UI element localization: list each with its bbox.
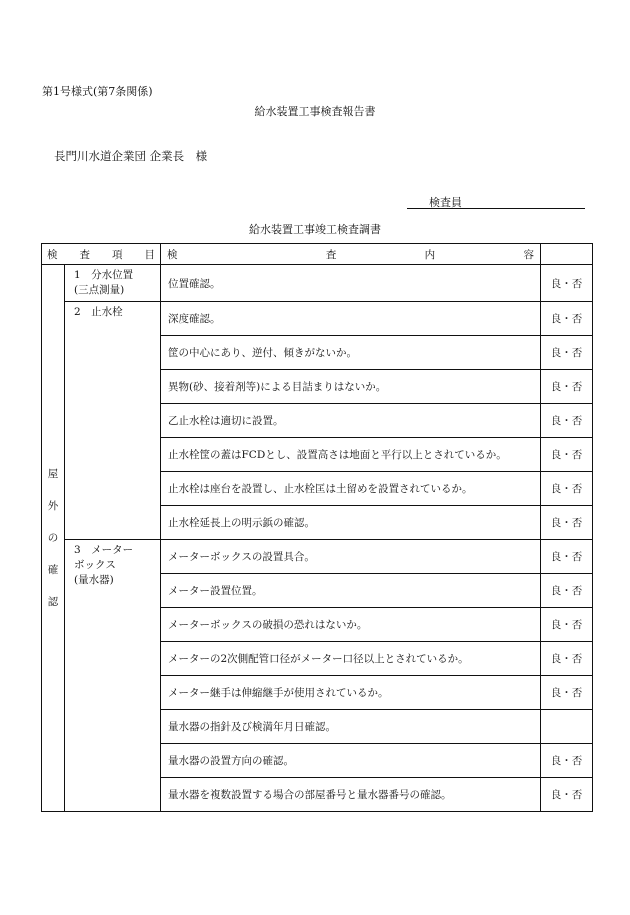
result-cell: 良・否 xyxy=(541,608,593,642)
result-cell: 良・否 xyxy=(541,336,593,370)
check-text: 量水器を複数設置する場合の部屋番号と量水器番号の確認。 xyxy=(161,778,541,812)
check-text: 位置確認。 xyxy=(161,265,541,302)
result-cell: 良・否 xyxy=(541,438,593,472)
header-content-char: 査 xyxy=(325,248,337,261)
result-cell: 良・否 xyxy=(541,540,593,574)
result-cell xyxy=(541,710,593,744)
check-text: 筐の中心にあり、逆付、傾きがないか。 xyxy=(161,336,541,370)
header-item-char: 項 xyxy=(112,248,123,261)
check-text: 異物(砂、接着剤等)による目詰まりはないか。 xyxy=(161,370,541,404)
header-content-char: 内 xyxy=(424,248,436,261)
check-text: メーター設置位置。 xyxy=(161,574,541,608)
header-item-char: 検 xyxy=(47,248,58,261)
form-number: 第1号様式(第7条関係) xyxy=(42,85,153,98)
inspection-table xyxy=(41,243,593,812)
category-char: の xyxy=(47,532,59,544)
result-cell: 良・否 xyxy=(541,404,593,438)
category-char: 屋 xyxy=(47,468,59,480)
header-content-char: 検 xyxy=(167,248,178,261)
result-cell: 良・否 xyxy=(541,265,593,302)
check-text: 深度確認。 xyxy=(161,302,541,336)
addressee: 長門川水道企業団 企業長 様 xyxy=(54,149,208,163)
result-cell: 良・否 xyxy=(541,370,593,404)
check-text: メーターボックスの破損の恐れはないか。 xyxy=(161,608,541,642)
table-title: 給水装置工事竣工検査調書 xyxy=(249,223,381,236)
check-text: 乙止水栓は適切に設置。 xyxy=(161,404,541,438)
item-branch-position: 1 分水位置 (三点測量) xyxy=(65,265,161,302)
header-item-char: 査 xyxy=(79,248,90,261)
category-char: 確 xyxy=(47,564,59,576)
result-cell: 良・否 xyxy=(541,506,593,540)
result-cell: 良・否 xyxy=(541,778,593,812)
inspector-signature-line xyxy=(407,194,585,209)
table-row xyxy=(42,540,593,574)
check-text: メーターの2次側配管口径がメーター口径以上とされているか。 xyxy=(161,642,541,676)
result-cell: 良・否 xyxy=(541,302,593,336)
result-cell: 良・否 xyxy=(541,642,593,676)
header-result xyxy=(541,244,593,265)
check-text: メーター継手は伸縮継手が使用されているか。 xyxy=(161,676,541,710)
check-text: メーターボックスの設置具合。 xyxy=(161,540,541,574)
document-title: 給水装置工事検査報告書 xyxy=(254,105,376,118)
header-inspection-item xyxy=(42,244,161,265)
category-outdoor-check xyxy=(42,265,65,812)
item-stop-valve: 2 止水栓 xyxy=(65,302,161,540)
check-text: 止水栓延長上の明示鋲の確認。 xyxy=(161,506,541,540)
check-text: 量水器の設置方向の確認。 xyxy=(161,744,541,778)
header-content-char: 容 xyxy=(523,248,534,261)
table-row xyxy=(42,302,593,336)
check-text: 止水栓は座台を設置し、止水栓匡は土留めを設置されているか。 xyxy=(161,472,541,506)
result-cell: 良・否 xyxy=(541,472,593,506)
check-text: 量水器の指針及び検満年月日確認。 xyxy=(161,710,541,744)
header-item-char: 目 xyxy=(144,248,155,261)
category-char: 認 xyxy=(47,596,59,608)
item-meter-box: 3 メーター ボックス (量水器) xyxy=(65,540,161,812)
result-cell: 良・否 xyxy=(541,676,593,710)
header-inspection-content xyxy=(161,244,541,265)
result-cell: 良・否 xyxy=(541,574,593,608)
table-row xyxy=(42,265,593,302)
result-cell: 良・否 xyxy=(541,744,593,778)
check-text: 止水栓筐の蓋はFCDとし、設置高さは地面と平行以上とされているか。 xyxy=(161,438,541,472)
category-char: 外 xyxy=(47,500,59,512)
inspector-label: 検査員 xyxy=(429,196,462,209)
